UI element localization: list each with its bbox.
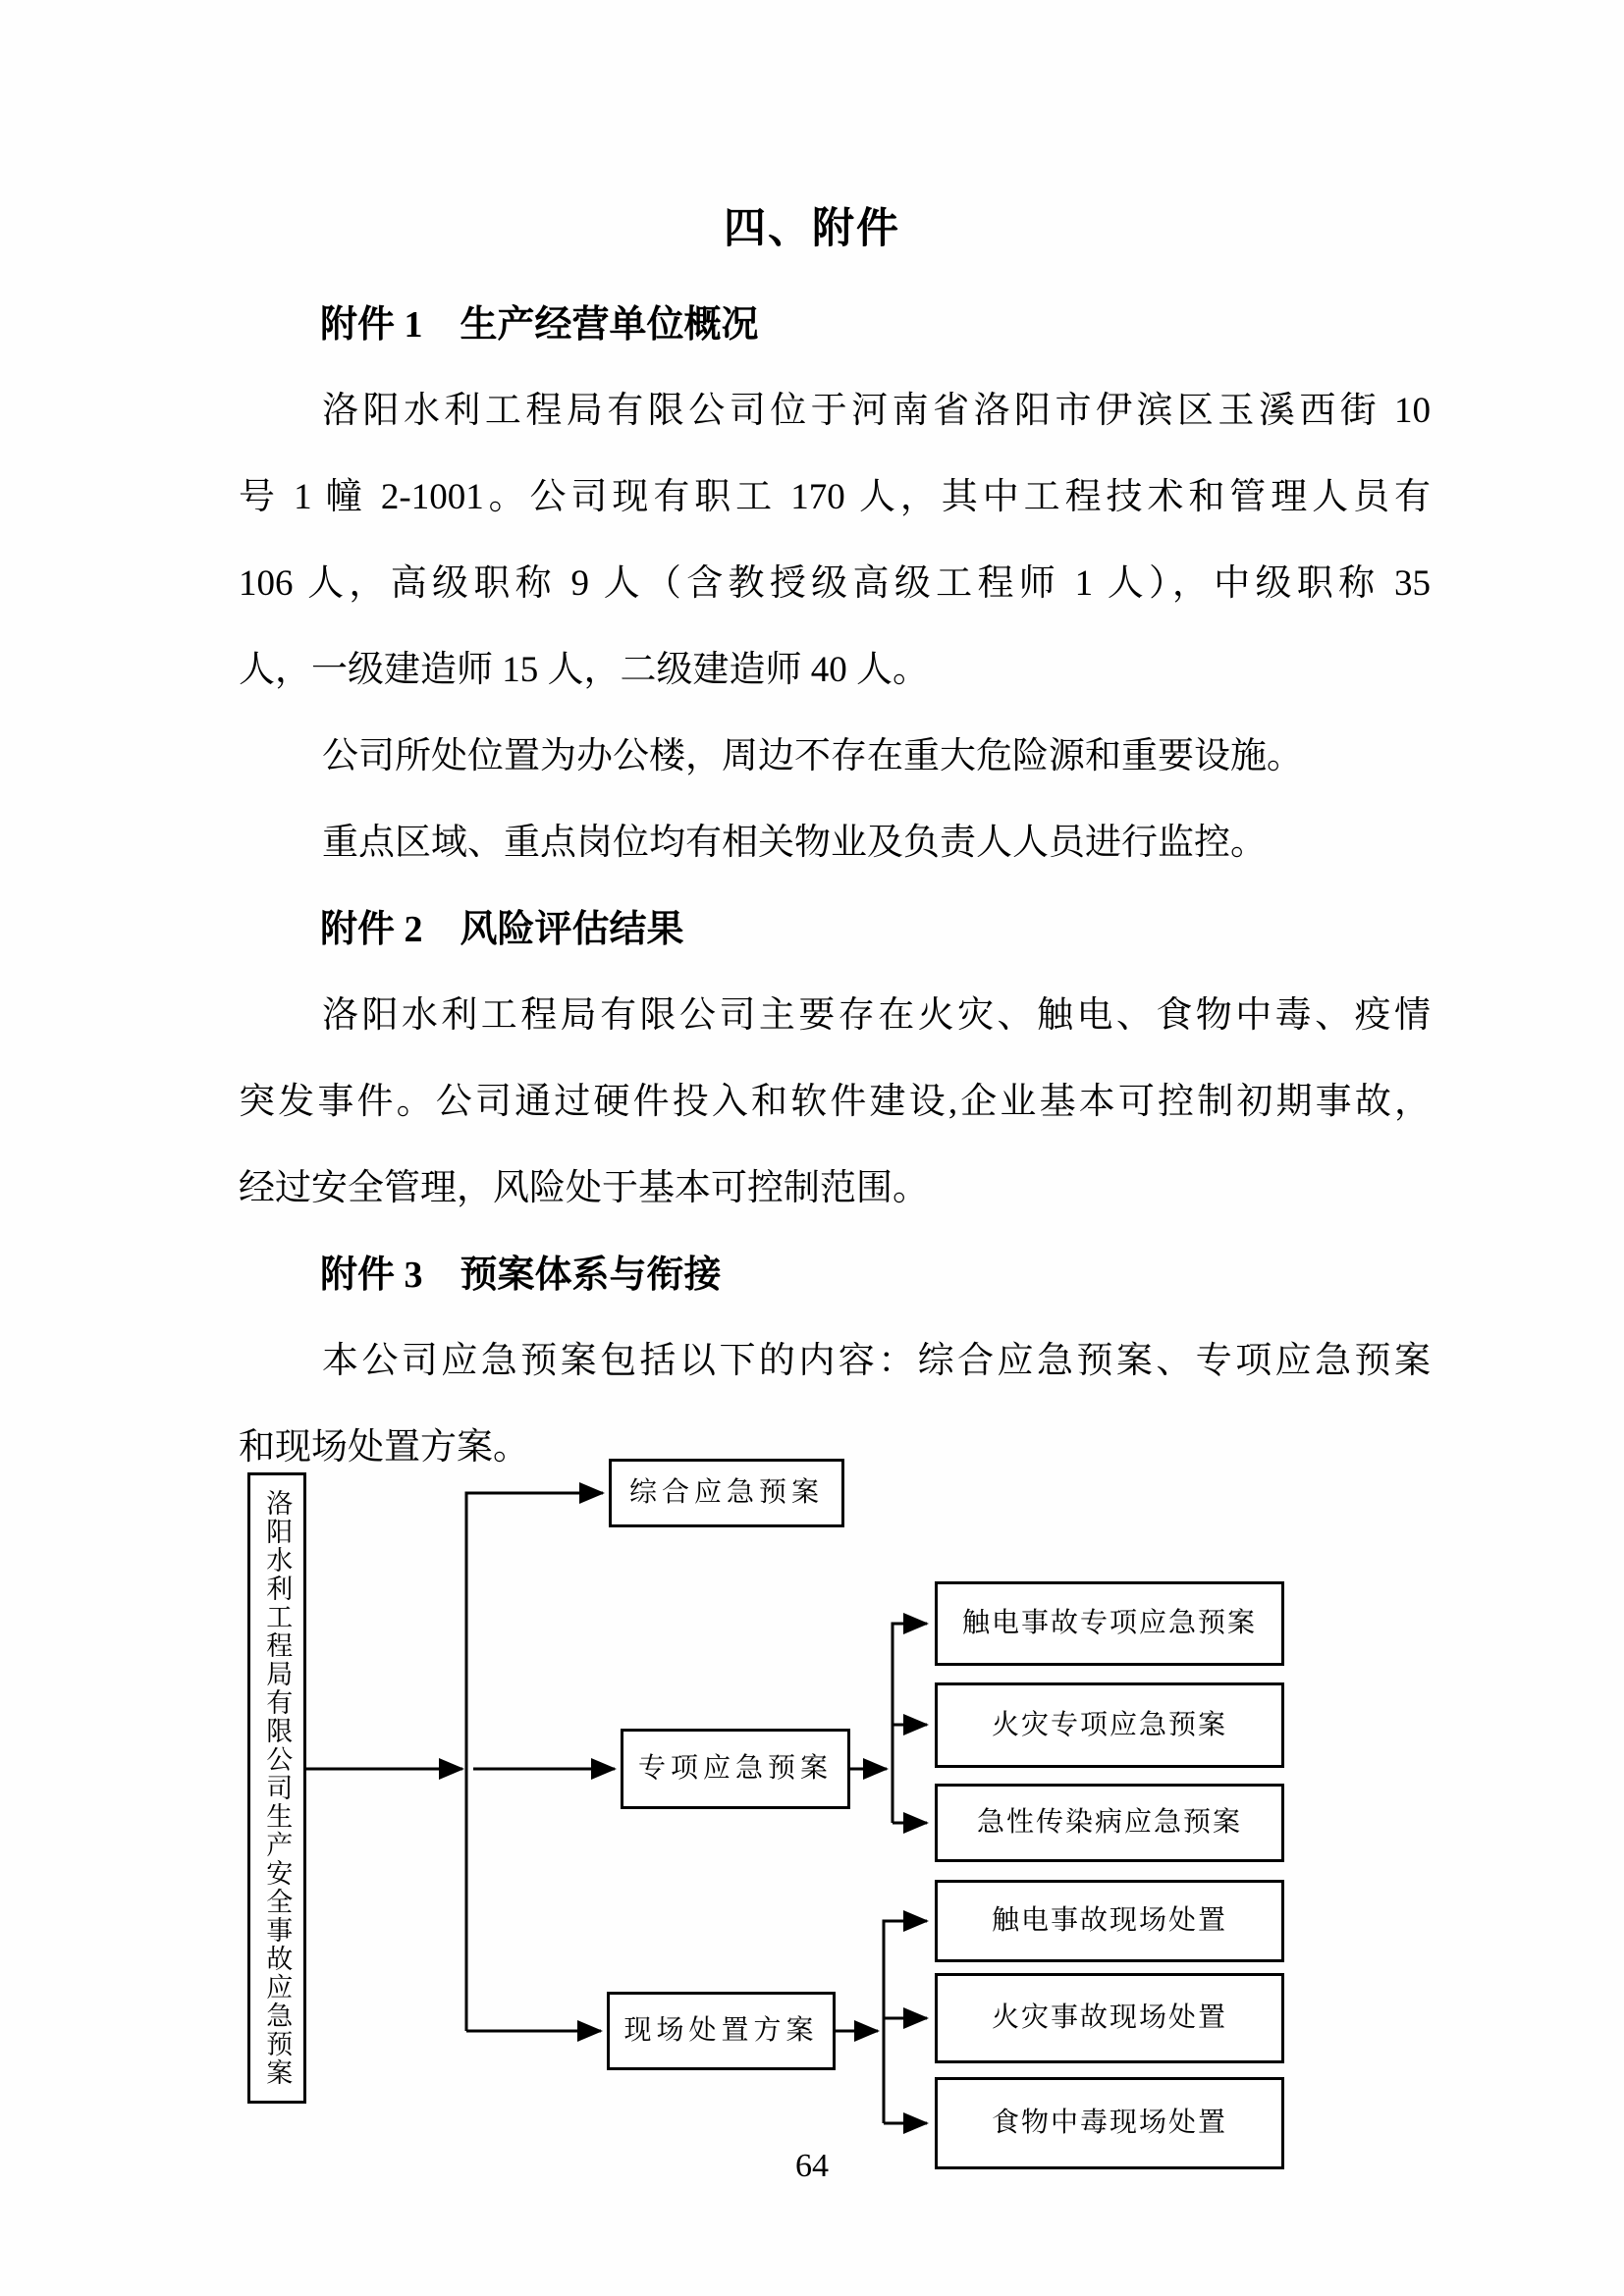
body-line: 突发事件。公司通过硬件投入和软件建设,企业基本可控制初期事故， <box>239 1082 1431 1122</box>
flowchart-box-fire-special-plan: 火灾专项应急预案 <box>935 1682 1284 1768</box>
body-line: 106 人，高级职称 9 人（含教授级高级工程师 1 人），中级职称 35 <box>239 563 1431 604</box>
body-line: 和现场处置方案。 <box>239 1427 529 1468</box>
flowchart-box-infectious-disease-plan: 急性传染病应急预案 <box>935 1784 1284 1862</box>
flowchart-box-food-poisoning-onsite: 食物中毒现场处置 <box>935 2077 1284 2169</box>
flowchart-box-electric-shock-special-plan: 触电事故专项应急预案 <box>935 1581 1284 1666</box>
body-line: 号 1 幢 2-1001。公司现有职工 170 人，其中工程技术和管理人员有 <box>239 477 1431 517</box>
page-title: 四、附件 <box>724 206 900 252</box>
document-body <box>239 282 1431 1491</box>
flowchart-root-box: 洛阳水利工程局有限公司生产安全事故应急预案 <box>247 1472 306 2104</box>
body-line: 公司所处位置为办公楼，周边不存在重大危险源和重要设施。 <box>322 736 1303 776</box>
section-3-heading: 附件 3 预案体系与衔接 <box>320 1255 722 1296</box>
page-number: 64 <box>795 2148 829 2184</box>
body-line: 洛阳水利工程局有限公司位于河南省洛阳市伊滨区玉溪西街 10 <box>322 391 1431 431</box>
section-2-heading: 附件 2 风险评估结果 <box>320 909 684 950</box>
section-1-heading: 附件 1 生产经营单位概况 <box>320 304 759 346</box>
body-line: 重点区域、重点岗位均有相关物业及负责人人员进行监控。 <box>322 823 1267 863</box>
body-line: 经过安全管理，风险处于基本可控制范围。 <box>239 1168 929 1208</box>
flowchart-box-fire-onsite: 火灾事故现场处置 <box>935 1973 1284 2063</box>
body-line: 洛阳水利工程局有限公司主要存在火灾、触电、食物中毒、疫情 <box>322 995 1431 1036</box>
body-line: 本公司应急预案包括以下的内容：综合应急预案、专项应急预案 <box>322 1341 1431 1381</box>
flowchart-box-onsite-plan: 现场处置方案 <box>607 1992 836 2070</box>
flowchart-box-special-plan: 专项应急预案 <box>621 1729 850 1809</box>
flowchart-box-comprehensive-plan: 综合应急预案 <box>609 1459 844 1527</box>
flowchart-box-electric-shock-onsite: 触电事故现场处置 <box>935 1880 1284 1962</box>
body-line: 人，一级建造师 15 人，二级建造师 40 人。 <box>239 650 929 690</box>
